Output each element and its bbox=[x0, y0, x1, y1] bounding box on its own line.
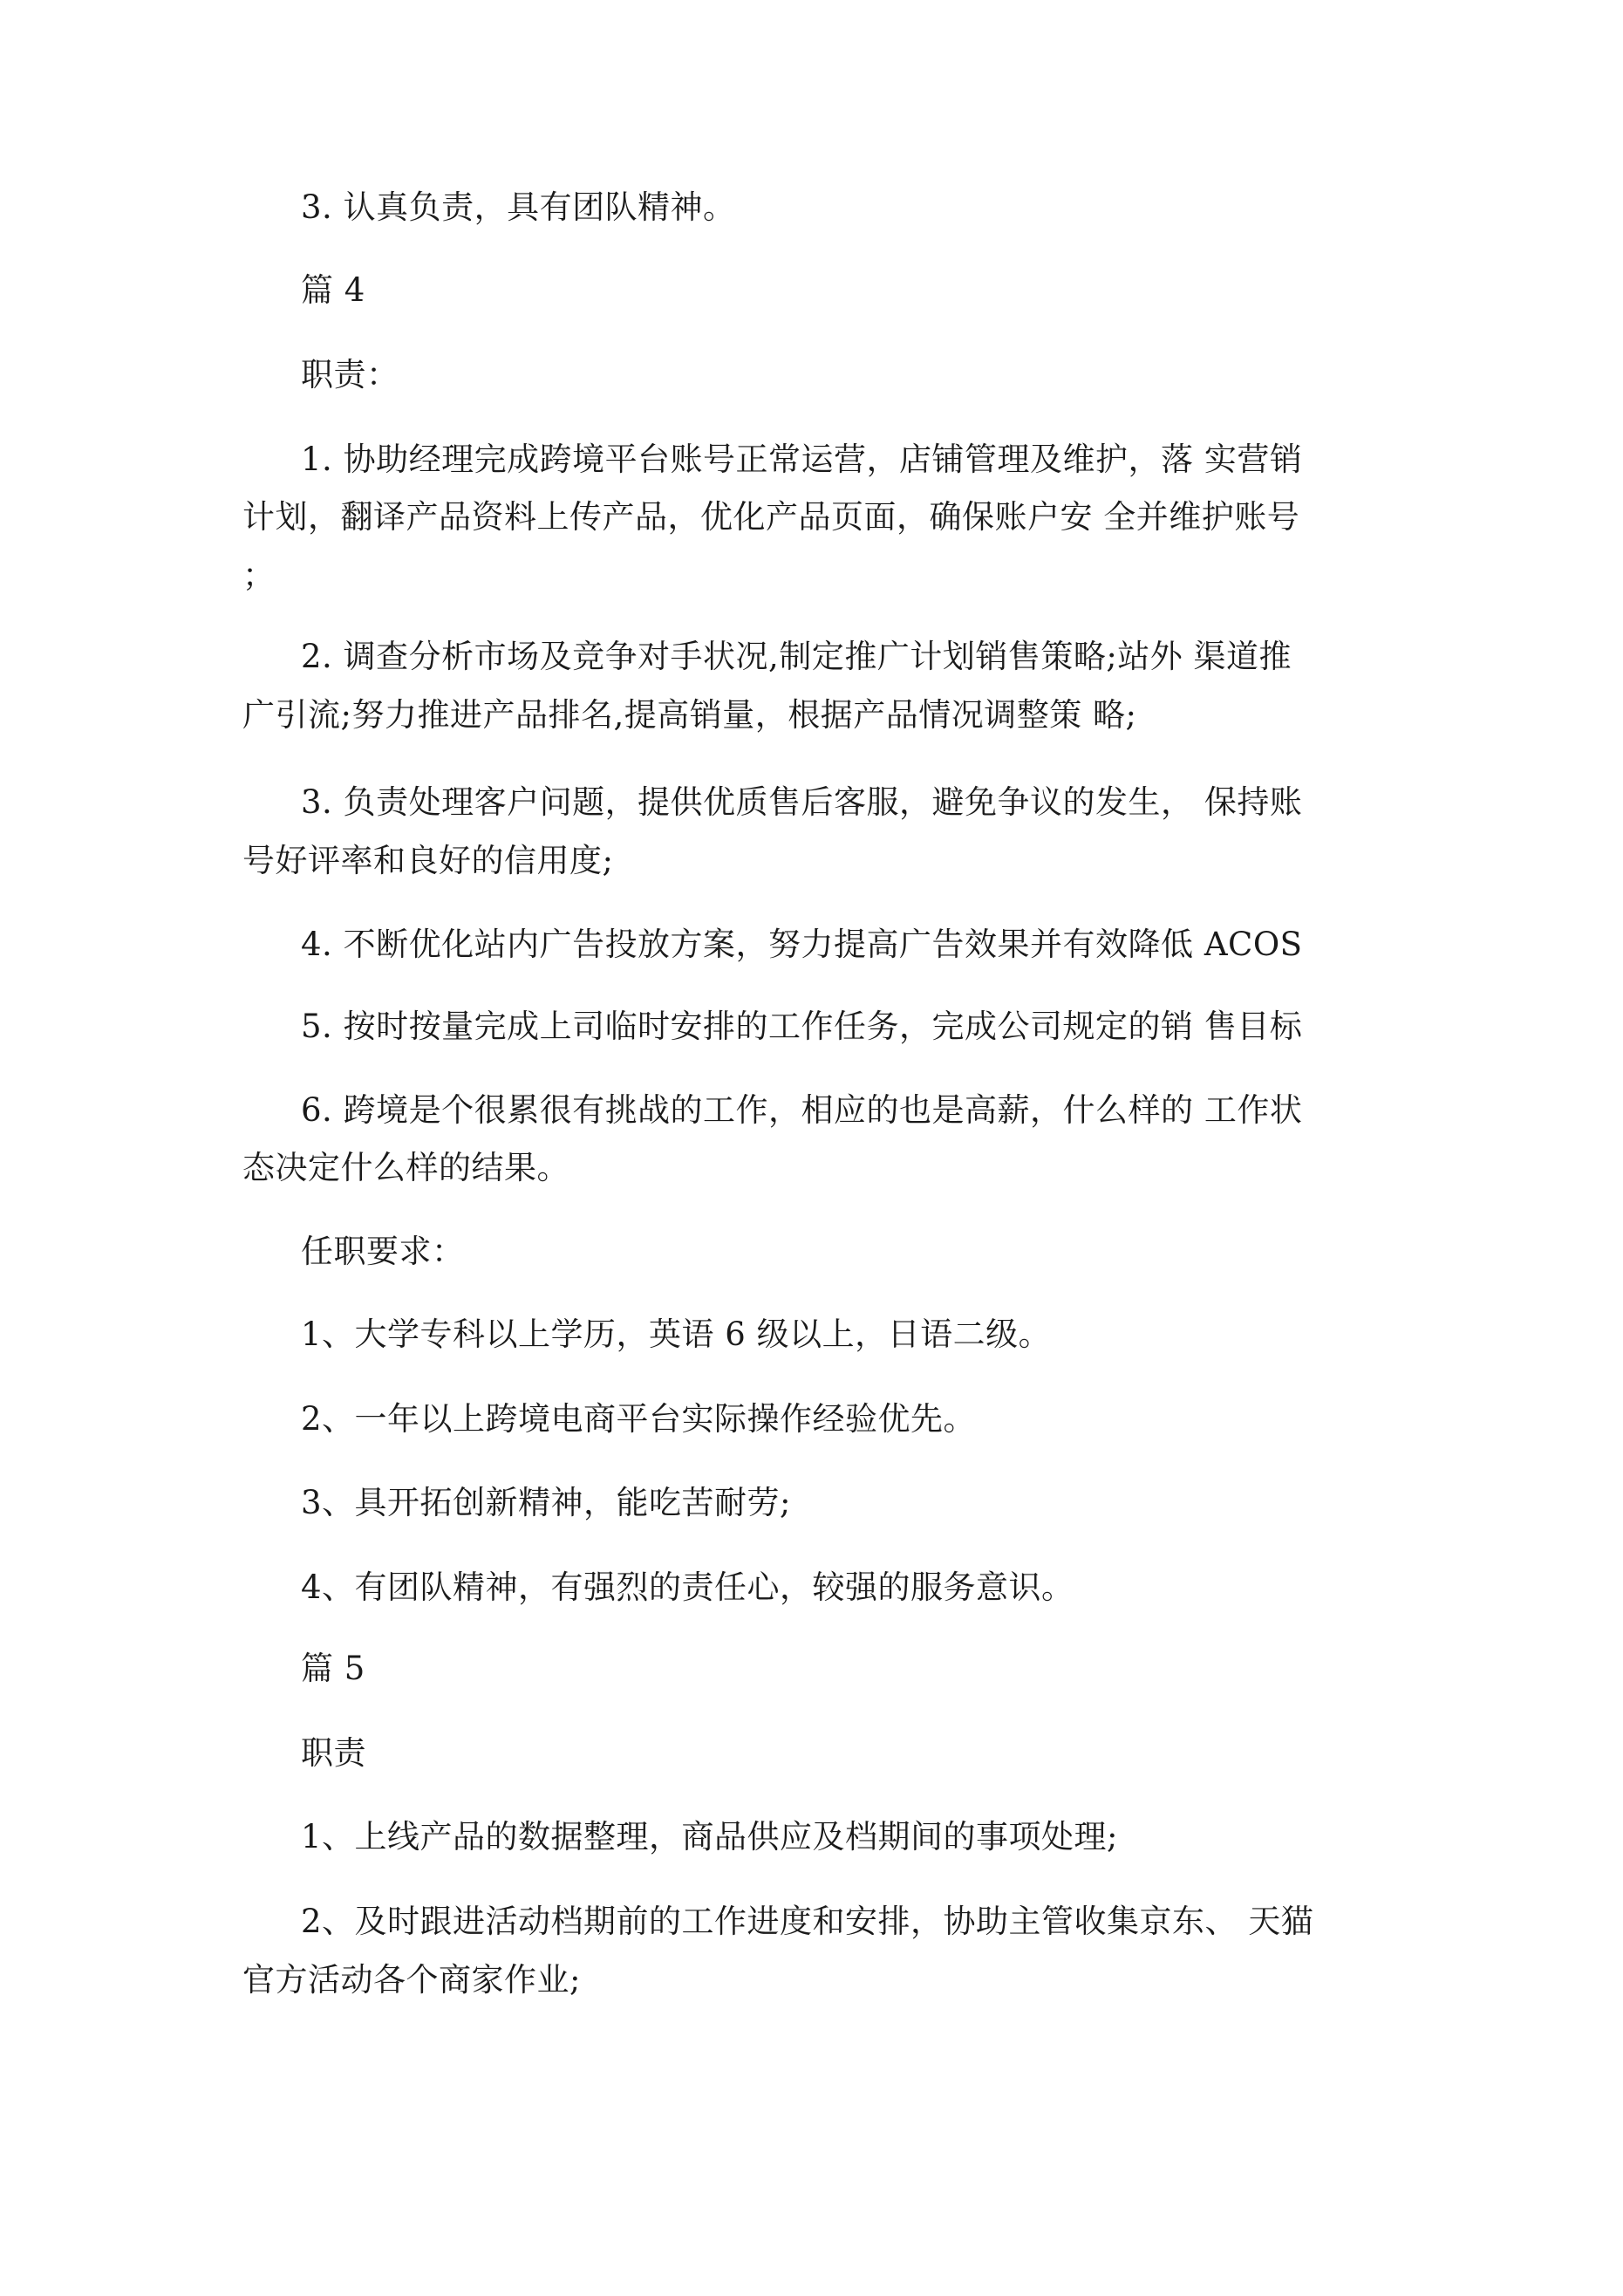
paragraph-line: 3. 负责处理客户问题，提供优质售后客服，避免争议的发生， 保持账 bbox=[301, 783, 1303, 821]
paragraph-line: 2、一年以上跨境电商平台实际操作经验优先。 bbox=[301, 1400, 977, 1438]
paragraph-line: 1、上线产品的数据整理，商品供应及档期间的事项处理; bbox=[301, 1818, 1119, 1855]
paragraph-line: ； bbox=[242, 557, 276, 594]
paragraph-line: 号好评率和良好的信用度; bbox=[242, 842, 614, 879]
subheading: 任职要求： bbox=[301, 1233, 465, 1270]
paragraph-line: 广引流;努力推进产品排名,提高销量，根据产品情况调整策 略; bbox=[242, 696, 1137, 734]
paragraph-line: 2、及时跟进活动档期前的工作进度和安排，协助主管收集京东、 天猫 bbox=[301, 1903, 1314, 1940]
paragraph-line: 官方活动各个商家作业; bbox=[242, 1961, 581, 1999]
paragraph-line: 1. 协助经理完成跨境平台账号正常运营，店铺管理及维护，落 实营销 bbox=[301, 441, 1303, 478]
paragraph-line: 5. 按时按量完成上司临时安排的工作任务，完成公司规定的销 售目标 bbox=[301, 1008, 1303, 1045]
subheading: 职责 bbox=[301, 1734, 366, 1772]
paragraph-line: 3. 认真负责，具有团队精神。 bbox=[301, 188, 736, 226]
paragraph-line: 2. 调查分析市场及竞争对手状况,制定推广计划销售策略;站外 渠道推 bbox=[301, 638, 1292, 675]
paragraph-line: 4. 不断优化站内广告投放方案，努力提高广告效果并有效降低 ACOS bbox=[301, 926, 1303, 963]
paragraph-line: 态决定什么样的结果。 bbox=[242, 1149, 569, 1186]
section-heading: 篇 5 bbox=[301, 1650, 365, 1687]
paragraph-line: 6. 跨境是个很累很有挑战的工作，相应的也是高薪，什么样的 工作状 bbox=[301, 1091, 1303, 1129]
paragraph-line: 4、有团队精神，有强烈的责任心，较强的服务意识。 bbox=[301, 1568, 1074, 1606]
paragraph-line: 计划，翻译产品资料上传产品，优化产品页面，确保账户安 全并维护账号 bbox=[242, 498, 1300, 536]
section-heading: 篇 4 bbox=[301, 271, 365, 309]
paragraph-line: 3、具开拓创新精神，能吃苦耐劳; bbox=[301, 1484, 792, 1521]
paragraph-line: 1、大学专科以上学历，英语 6 级以上，日语二级。 bbox=[301, 1315, 1052, 1353]
subheading: 职责： bbox=[301, 356, 399, 393]
